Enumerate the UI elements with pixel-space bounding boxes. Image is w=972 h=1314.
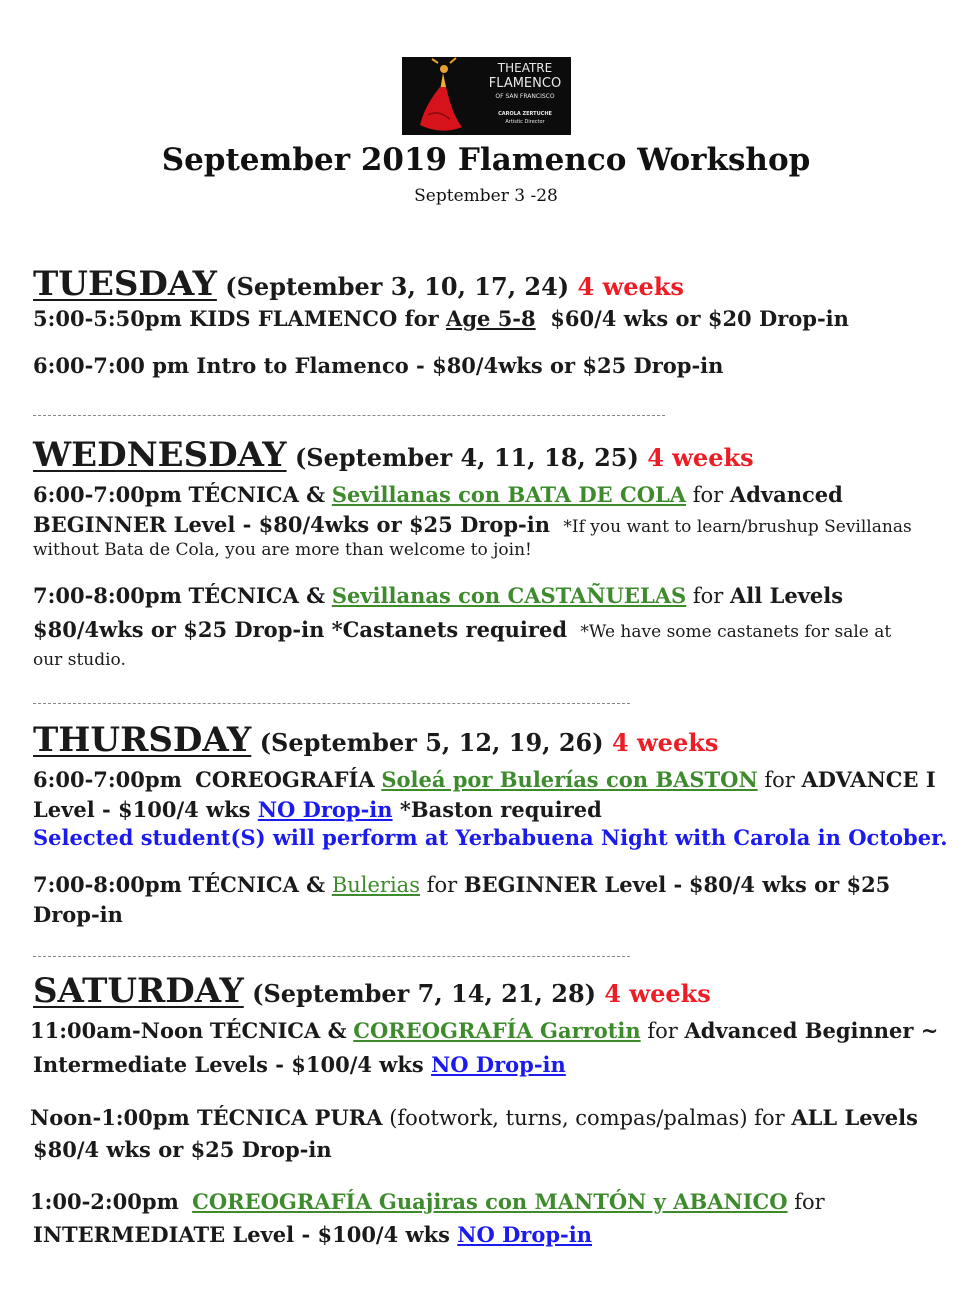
no-drop-in-link[interactable]: NO Drop-in (457, 1222, 593, 1247)
tuesday-class-2: 6:00-7:00 pm Intro to Flamenco - $80/4wks or $25 Drop-in (33, 353, 724, 378)
saturday-class-3-line-1 (30, 1189, 825, 1214)
page-title: September 2019 Flamenco Workshop (161, 142, 811, 178)
day-dates: (September 4, 11, 18, 25) (294, 443, 639, 472)
logo-line-3: OF SAN FRANCISCO (495, 93, 555, 100)
class-time: 7:00-8:00pm (33, 872, 182, 897)
class-link[interactable]: COREOGRAFÍA Garrotin (353, 1018, 641, 1043)
class-kind: FLAMENCO (257, 306, 398, 331)
saturday-class-3-line-2 (33, 1222, 592, 1247)
class-time: Noon-1:00pm TÉCNICA PURA (30, 1105, 383, 1130)
class-price: INTERMEDIATE Level - $100/4 wks (33, 1222, 450, 1247)
saturday-class-2-line-2: $80/4 wks or $25 Drop-in (33, 1137, 332, 1162)
thursday-class-2-line-2: Drop-in (33, 902, 123, 927)
class-price: $60/4 wks or $20 Drop-in (550, 306, 849, 331)
saturday-class-1-line-2 (33, 1052, 566, 1077)
saturday-class-2-line-1 (30, 1105, 918, 1130)
day-weeks: 4 weeks (577, 272, 684, 301)
class-time: 11:00am-Noon (30, 1018, 204, 1043)
class-kind: TÉCNICA & (188, 482, 326, 507)
day-dates: (September 7, 14, 21, 28) (252, 979, 597, 1008)
wednesday-class-1-line-1 (33, 482, 843, 507)
class-kind: TÉCNICA & (188, 583, 326, 608)
class-time: 5:00-5:50pm KIDS (33, 306, 251, 331)
logo-line-1: THEATRE (497, 61, 553, 75)
day-dates: (September 3, 10, 17, 24) (225, 272, 570, 301)
thursday-class-1-line-2 (33, 797, 602, 822)
wednesday-class-1-line-2 (33, 512, 912, 537)
class-note: *Baston required (399, 797, 602, 822)
wednesday-class-2-line-2 (33, 617, 891, 642)
class-price: $80/4 wks or $25 (688, 872, 891, 897)
class-level: Advanced Beginner ~ (684, 1018, 939, 1043)
thursday-class-2-line-1 (33, 872, 890, 897)
thursday-class-1-line-1 (33, 767, 936, 792)
class-time: 1:00-2:00pm (30, 1189, 179, 1214)
logo-line-2: FLAMENCO (488, 76, 562, 91)
class-price: Level - $100/4 wks (33, 797, 251, 822)
saturday-heading (33, 971, 711, 1011)
class-for: for (692, 483, 724, 507)
day-name: SATURDAY (33, 971, 244, 1011)
day-name: WEDNESDAY (33, 435, 287, 475)
class-for: for (647, 1019, 678, 1043)
class-time: 6:00-7:00pm (33, 482, 182, 507)
class-time: 6:00-7:00pm (33, 767, 182, 792)
day-name: THURSDAY (33, 720, 252, 760)
tuesday-heading (33, 264, 684, 304)
class-level: Advanced (729, 482, 843, 507)
wednesday-heading (33, 435, 754, 475)
day-weeks: 4 weeks (647, 443, 754, 472)
class-price: BEGINNER Level - $80/4wks or $25 Drop-in (33, 512, 551, 537)
class-level: BEGINNER Level - (463, 872, 683, 897)
saturday-class-1-line-1 (30, 1018, 938, 1043)
logo-line-5: Artistic Director (505, 119, 545, 125)
class-price: Intermediate Levels - $100/4 wks (33, 1052, 424, 1077)
class-link[interactable]: Sevillanas con BATA DE COLA (331, 482, 687, 507)
wednesday-class-2-line-3: our studio. (33, 650, 126, 670)
section-divider (33, 956, 630, 957)
no-drop-in-link[interactable]: NO Drop-in (431, 1052, 566, 1077)
class-for: for (404, 306, 439, 331)
tuesday-class-1 (33, 306, 849, 331)
section-divider (33, 415, 665, 416)
class-level: ALL Levels (791, 1105, 918, 1130)
class-detail: (footwork, turns, compas/palmas) for (389, 1106, 785, 1130)
logo-line-4: CAROLA ZERTUCHE (498, 111, 552, 117)
class-note: *If you want to learn/brushup Sevillanas (563, 517, 912, 537)
class-kind: COREOGRAFÍA (195, 767, 375, 792)
class-link[interactable]: Bulerias (331, 873, 420, 897)
class-level: ADVANCE I (801, 767, 936, 792)
class-age: Age 5-8 (446, 306, 536, 331)
day-dates: (September 5, 12, 19, 26) (259, 728, 604, 757)
class-link[interactable]: Sevillanas con CASTAÑUELAS (331, 583, 687, 608)
class-link[interactable]: COREOGRAFÍA Guajiras con MANTÓN y ABANICO (192, 1189, 788, 1214)
day-name: TUESDAY (33, 264, 217, 304)
wednesday-class-1-line-3: without Bata de Cola, you are more than welcome to join! (33, 540, 532, 560)
class-time: 7:00-8:00pm (33, 583, 182, 608)
day-weeks: 4 weeks (604, 979, 711, 1008)
thursday-class-1-performance-note: Selected student(S) will perform at Yerbabuena Night with Carola in October. (33, 825, 948, 850)
flamenco-dancer-icon (410, 57, 480, 135)
day-weeks: 4 weeks (611, 728, 719, 757)
no-drop-in-link[interactable]: NO Drop-in (257, 797, 393, 822)
theatre-flamenco-logo (402, 57, 571, 135)
class-price: $80/4wks or $25 Drop-in *Castanets required (33, 617, 568, 642)
section-divider (33, 703, 630, 704)
class-for: for (692, 584, 724, 608)
class-for: for (794, 1190, 825, 1214)
class-kind: TÉCNICA & (209, 1018, 347, 1043)
class-for: for (764, 768, 795, 792)
class-for: for (426, 873, 458, 897)
wednesday-class-2-line-1 (33, 583, 843, 608)
page-subtitle: September 3 -28 (414, 186, 558, 206)
class-kind: TÉCNICA & (188, 872, 326, 897)
class-link[interactable]: Soleá por Bulerías con BASTON (381, 767, 758, 792)
class-level: All Levels (730, 583, 844, 608)
thursday-heading (33, 720, 718, 760)
class-note: *We have some castanets for sale at (580, 622, 892, 642)
